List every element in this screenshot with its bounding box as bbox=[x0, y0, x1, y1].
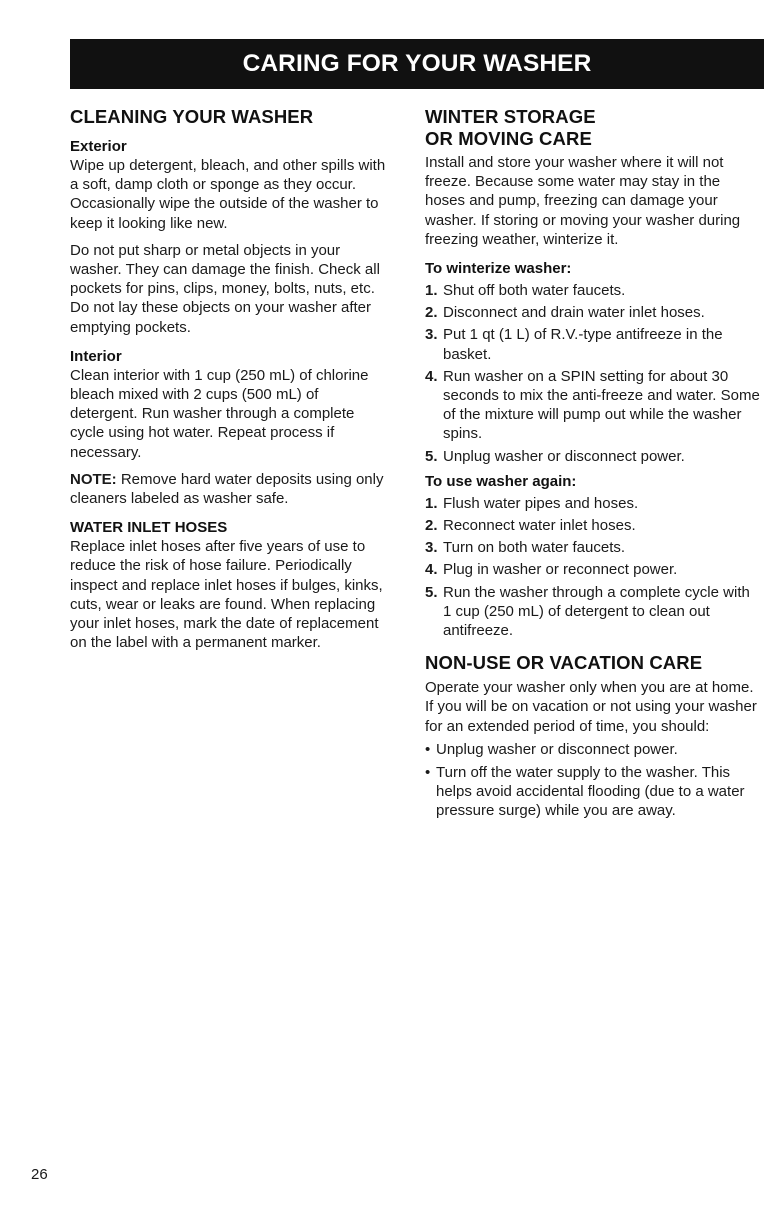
section-banner: CARING FOR YOUR WASHER bbox=[70, 39, 764, 89]
step-text: Run washer on a SPIN setting for about 30 seconds to mix the anti-freeze and water. Some of the mixture will pump out while the washer spins. bbox=[443, 367, 760, 443]
winter-paragraph: Install and store your washer where it will not freeze. Because some water may stay in the hoses and pump, freezing can damage your washer. If storing or moving your washer during freezing weather, winterize it. bbox=[425, 154, 741, 248]
list-item bbox=[425, 516, 760, 535]
bullet-icon: • bbox=[425, 764, 431, 782]
left-column bbox=[70, 106, 390, 652]
list-item bbox=[425, 583, 760, 641]
use-again-steps bbox=[425, 494, 760, 640]
winterize-heading: To winterize washer: bbox=[425, 260, 572, 278]
step-text: Turn on both water faucets. bbox=[443, 539, 626, 557]
list-item bbox=[425, 763, 760, 821]
step-text: Flush water pipes and hoses. bbox=[443, 494, 639, 512]
step-number: 1. bbox=[425, 494, 438, 512]
step-text: Unplug washer or disconnect power. bbox=[443, 447, 685, 465]
step-text: Shut off both water faucets. bbox=[443, 282, 626, 300]
list-item bbox=[425, 367, 760, 444]
list-item bbox=[425, 494, 760, 513]
list-item bbox=[425, 560, 760, 579]
step-text: Reconnect water inlet hoses. bbox=[443, 517, 636, 535]
step-text: Run the washer through a complete cycle with 1 cup (250 mL) of detergent to clean out antifreeze. bbox=[443, 583, 750, 640]
winter-heading-line-1: WINTER STORAGE bbox=[425, 106, 596, 127]
exterior-paragraph-1: Wipe up detergent, bleach, and other spills with a soft, damp cloth or sponge as they occur. Occasionally wipe the outside of the washer to keep it looking like new. bbox=[70, 157, 386, 232]
hoses-paragraph: Replace inlet hoses after five years of use to reduce the risk of hose failure. Periodically inspect and replace inlet hoses if bulges, kinks, cuts, wear or leaks are found. When replacing your inlet hoses, mark the date of replacement on the label with a permanent marker. bbox=[70, 538, 383, 652]
page-number: 26 bbox=[31, 1166, 48, 1183]
step-number: 1. bbox=[425, 282, 438, 300]
step-number: 5. bbox=[425, 447, 438, 465]
non-use-heading: NON-USE OR VACATION CARE bbox=[425, 652, 703, 674]
step-number: 4. bbox=[425, 561, 438, 579]
exterior-heading: Exterior bbox=[70, 138, 127, 155]
non-use-bullets bbox=[425, 740, 760, 821]
step-number: 4. bbox=[425, 367, 438, 385]
right-column bbox=[425, 106, 760, 825]
winter-heading-line-2: OR MOVING CARE bbox=[425, 128, 592, 149]
water-inlet-hoses-heading: WATER INLET HOSES bbox=[70, 519, 228, 537]
list-item bbox=[425, 740, 760, 759]
step-text: Put 1 qt (1 L) of R.V.-type antifreeze in the basket. bbox=[443, 326, 723, 363]
bullet-icon: • bbox=[425, 740, 431, 758]
step-number: 2. bbox=[425, 304, 438, 322]
list-item bbox=[425, 303, 760, 322]
list-item bbox=[425, 447, 760, 466]
non-use-paragraph: Operate your washer only when you are at home. If you will be on vacation or not using your washer for an extended period of time, you should: bbox=[425, 679, 757, 735]
cleaning-heading: CLEANING YOUR WASHER bbox=[70, 106, 314, 127]
use-again-heading: To use washer again: bbox=[425, 472, 577, 490]
interior-paragraph: Clean interior with 1 cup (250 mL) of chlorine bleach mixed with 2 cups (500 mL) of detergent. Run washer through a complete cycle using hot water. Repeat process if necessary. bbox=[70, 366, 369, 461]
list-item bbox=[425, 538, 760, 557]
step-number: 3. bbox=[425, 539, 438, 557]
list-item bbox=[425, 281, 760, 300]
note-paragraph bbox=[70, 470, 390, 508]
step-text: Plug in washer or reconnect power. bbox=[443, 561, 678, 579]
list-item bbox=[425, 325, 760, 363]
interior-heading: Interior bbox=[70, 347, 122, 365]
note-label: NOTE: bbox=[70, 470, 117, 488]
bullet-text: Unplug washer or disconnect power. bbox=[436, 740, 678, 758]
exterior-paragraph-2: Do not put sharp or metal objects in your washer. They can damage the finish. Check all pockets for pins, clips, money, bolts, nuts, etc. Do not lay these objects on your washer after emptying pockets. bbox=[70, 241, 380, 336]
step-number: 5. bbox=[425, 583, 438, 601]
step-text: Disconnect and drain water inlet hoses. bbox=[443, 304, 705, 322]
step-number: 2. bbox=[425, 517, 438, 535]
note-text: Remove hard water deposits using only cleaners labeled as washer safe. bbox=[70, 470, 384, 508]
step-number: 3. bbox=[425, 326, 438, 344]
bullet-text: Turn off the water supply to the washer. This helps avoid accidental flooding (due to a water pressure surge) while you are away. bbox=[436, 764, 745, 820]
winterize-steps bbox=[425, 281, 760, 466]
